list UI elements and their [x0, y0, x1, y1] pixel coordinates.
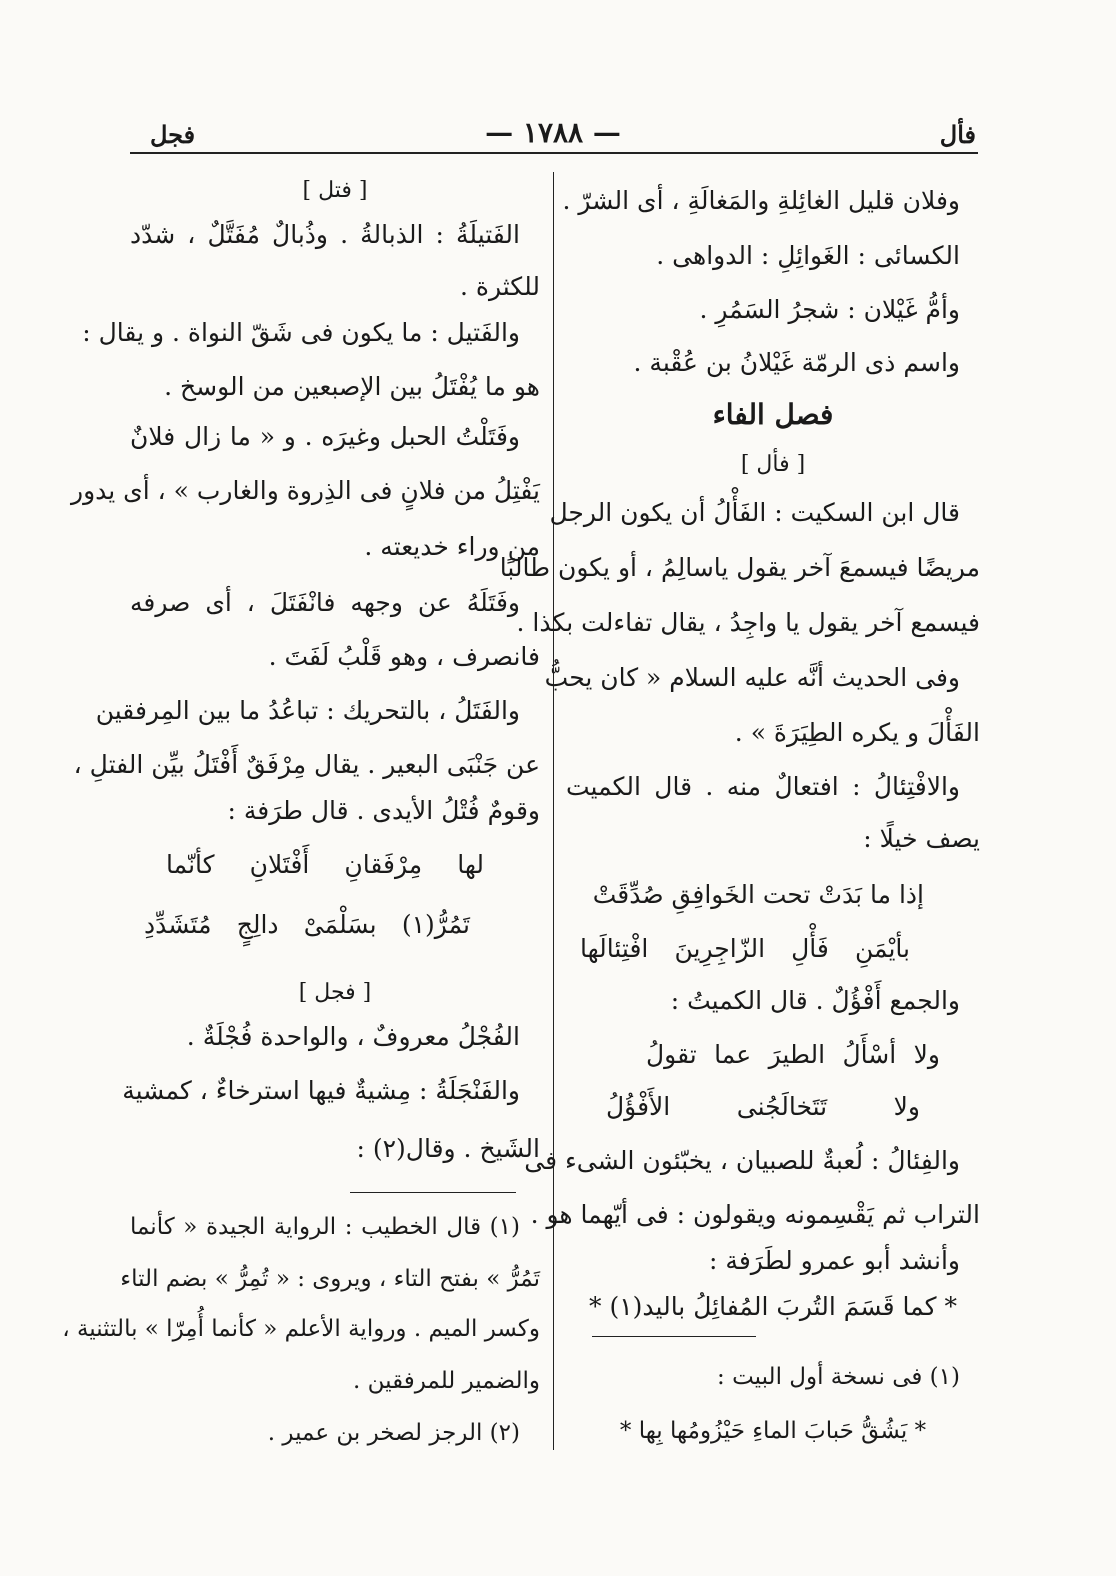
text-line: وفَتَلَهُ عن وجهه فانْفَتَلَ ، أى صرفه — [130, 588, 520, 617]
verse-line: ولا تَتَخالَجُنى الأَفْؤُلُ — [606, 1092, 920, 1121]
verse-line: ولا أسْأَلُ الطيرَ عما تقولُ — [646, 1040, 940, 1069]
text-line: فانصرف ، وهو قَلْبُ لَفَتَ . — [268, 642, 540, 671]
text-line: قال ابن السكيت : الفَأْلُ أن يكون الرجل — [549, 498, 960, 527]
footnote-line: وكسر الميم . ورواية الأعلم « كأنما أُمِرّا » بالتثنية ، — [62, 1316, 540, 1342]
column-divider — [553, 172, 554, 1450]
entry-heading: [ فجل ] — [298, 980, 372, 1005]
text-line: فيسمع آخر يقول يا واجِدُ ، يقال تفاءلت بكذا . — [516, 608, 980, 637]
text-line: يَفْتِلُ من فلانٍ فى الذِروة والغارب » ، أى يدور — [71, 476, 540, 505]
text-line: والفِئالُ : لُعبةٌ للصبيان ، يخبّئون الشىء فى — [524, 1146, 960, 1175]
verse-line: إذا ما بَدَتْ تحت الخَوافِقِ صُدِّقَتْ — [592, 880, 924, 909]
verse-line: بأيْمَنِ فَأْلِ الزّاجِرِينَ افْتِئالَها — [580, 934, 910, 963]
footnote-line: (١) فى نسخة أول البيت : — [717, 1364, 960, 1390]
text-line: والجمع أَفْؤُلٌ . قال الكميتُ : — [670, 986, 960, 1015]
text-line: واسم ذى الرمّة غَيْلانُ بن عُقْبة . — [633, 348, 960, 377]
verse-line: * كما قَسَمَ التُربَ المُفائِلُ باليد(١) * — [589, 1292, 957, 1321]
text-line: والفَتيل : ما يكون فى شَقّ النواة . و يقال : — [82, 318, 520, 347]
footnote-rule — [350, 1192, 516, 1193]
text-line: التراب ثم يَقْسِمونه ويقولون : فى أيّهما هو . — [530, 1200, 980, 1229]
entry-heading: [ فأل ] — [740, 452, 806, 477]
entry-heading: [ فتل ] — [302, 178, 368, 203]
verse-line: لها مِرْفَقانِ أَفْتَلانِ كأنّما — [166, 850, 484, 879]
text-line: للكثرة . — [459, 272, 540, 301]
text-line: وقومٌ فُتْلُ الأيدى . قال طرَفة : — [227, 796, 540, 825]
text-line: الكسائى : الغَوائِلِ : الدواهى . — [656, 241, 960, 270]
header-left-word: فجل — [150, 120, 196, 149]
text-line: وفلان قليل الغائِلةِ والمَغالَةِ ، أى الشرّ . — [562, 186, 960, 215]
text-line: الفَتيلَةُ : الذبالةُ . وذُبالٌ مُفَتَّلٌ ، شدّد — [130, 220, 520, 249]
text-line: عن جَنْبَى البعير . يقال مِرْفَقٌ أَفْتَلُ بيِّن الفتلِ ، — [73, 750, 540, 779]
text-line: وفى الحديث أنَّه عليه السلام « كان يحبُّ — [544, 663, 960, 692]
text-line: الفَأْلَ و يكره الطِيَرَةَ » . — [734, 718, 980, 747]
header-rule — [130, 152, 978, 154]
footnote-line: (١) قال الخطيب : الرواية الجيدة « كأنما — [130, 1214, 520, 1240]
header-right-word: فأل — [939, 120, 976, 149]
page-header — [130, 112, 976, 152]
text-line: وأمُّ غَيْلان : شجرُ السَمُرِ . — [699, 295, 960, 324]
text-line: يصف خيلًا : — [863, 824, 980, 853]
text-line: هو ما يُفْتَلُ بين الإصبعين من الوسخ . — [164, 372, 540, 401]
text-line: والفَنْجَلَةُ : مِشيةٌ فيها استرخاءٌ ، كمشية — [122, 1076, 520, 1105]
text-line: وفَتَلْتُ الحبل وغيرَه . و « ما زال فلانٌ — [130, 422, 520, 451]
footnote-line: تَمُرُّ » بفتح التاء ، ويروى : « تُمِرُّ » بضم التاء — [120, 1266, 540, 1292]
text-line: والفَتَلُ ، بالتحريك : تباعُدُ ما بين المِرفقين — [95, 696, 520, 725]
footnote-line: * يَشُقُّ حَبابَ الماءِ حَيْزُومُها بِها * — [619, 1418, 927, 1444]
text-line: الشَيخ . وقال(٢) : — [356, 1134, 540, 1163]
text-line: والافْتِئالُ : افتعالٌ منه . قال الكميت — [566, 772, 960, 801]
text-line: وأنشد أبو عمرو لطَرَفة : — [709, 1246, 960, 1275]
footnote-rule — [592, 1336, 756, 1337]
section-heading: فصل الفاء — [712, 398, 834, 431]
text-line: الفُجْلُ معروفٌ ، والواحدة فُجْلَةٌ . — [186, 1022, 520, 1051]
text-line: مريضًا فيسمعَ آخر يقول ياسالِمُ ، أو يكون طالبًا — [499, 553, 980, 582]
verse-line: تَمُرُّ(١) بسَلْمَىْ دالِجٍ مُتَشَدِّدِ — [144, 910, 470, 939]
text-line: من وراء خديعته . — [364, 532, 540, 561]
page-number: — ١٧٨٨ — — [485, 116, 621, 149]
footnote-line: (٢) الرجز لصخر بن عمير . — [267, 1420, 520, 1446]
footnote-line: والضمير للمرفقين . — [353, 1368, 540, 1394]
